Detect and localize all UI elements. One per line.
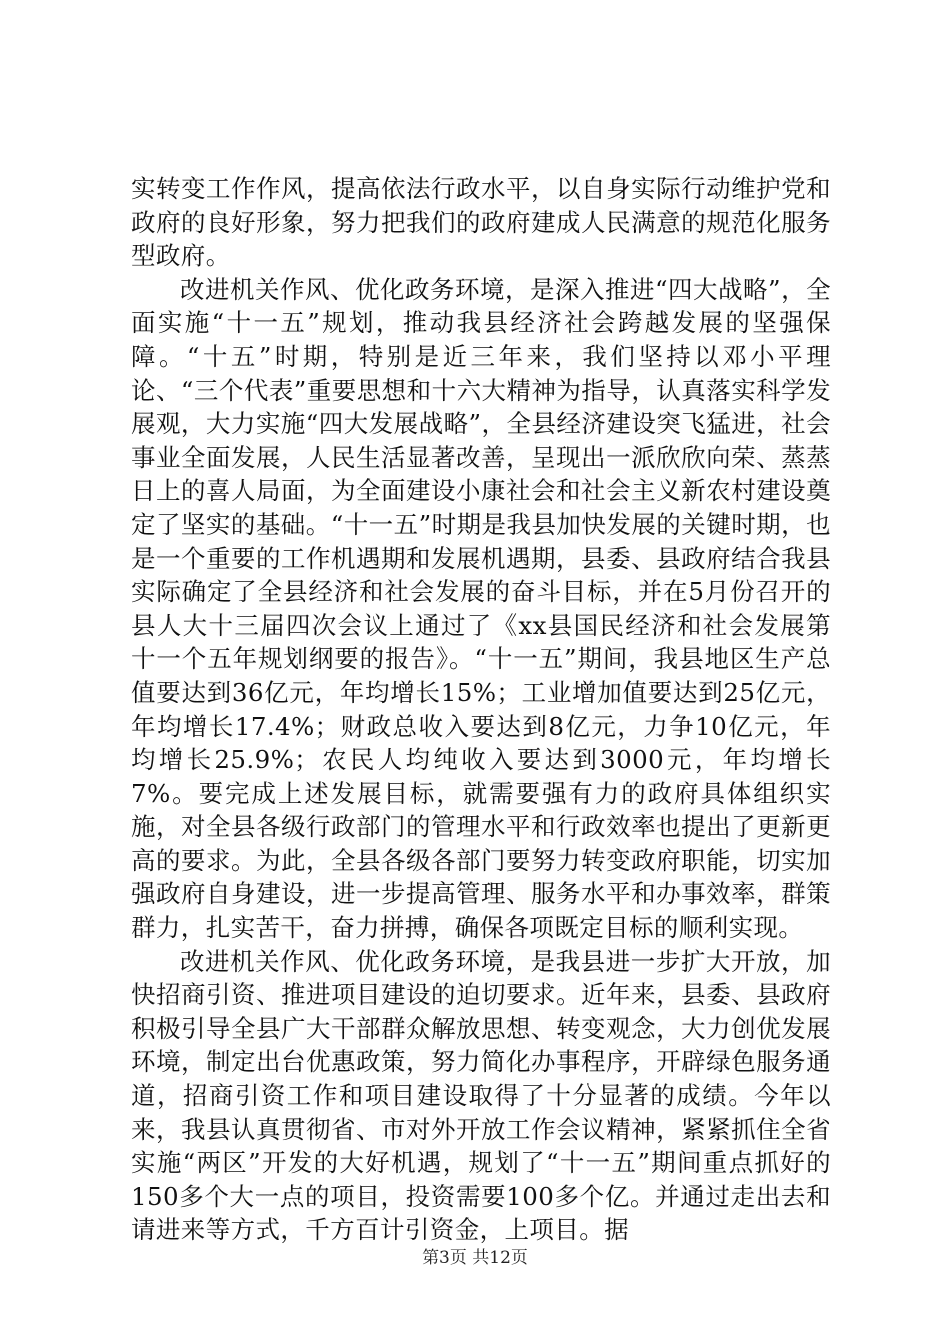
page-footer — [0, 1243, 950, 1268]
paragraph-3: 改进机关作风、优化政务环境，是我县进一步扩大开放，加快招商引资、推进项目建设的迫切要求。近年来，县委、县政府积极引导全县广大干部群众解放思想、转变观念，大力创优发展环境，制定出台优惠政策，努力简化办事程序，开辟绿色服务通道，招商引资工作和项目建设取得了十分显著的成绩。今年以来，我县认真贯彻省、市对外开放工作会议精神，紧紧抓住全省实施“两区”开发的大好机遇，规划了“十一五”期间重点抓好的150多个大一点的项目，投资需要100多个亿。并通过走出去和请进来等方式，千方百计引资金，上项目。据 — [131, 946, 831, 1245]
page-number: 第3页 共12页 — [422, 1248, 528, 1268]
document-body — [131, 172, 831, 1247]
paragraph-2: 改进机关作风、优化政务环境，是深入推进“四大战略”，全面实施“十一五”规划，推动我县经济社会跨越发展的坚强保障。“十五”时期，特别是近三年来，我们坚持以邓小平理论、“三个代表”重要思想和十六大精神为指导，认真落实科学发展观，大力实施“四大发展战略”，全县经济建设突飞猛进，社会事业全面发展，人民生活显著改善，呈现出一派欣欣向荣、蒸蒸日上的喜人局面，为全面建设小康社会和社会主义新农村建设奠定了坚实的基础。“十一五”时期是我县加快发展的关键时期，也是一个重要的工作机遇期和发展机遇期，县委、县政府结合我县实际确定了全县经济和社会发展的奋斗目标，并在5月份召开的县人大十三届四次会议上通过了《xx县国民经济和社会发展第十一个五年规划纲要的报告》。“十一五”期间，我县地区生产总值要达到36亿元，年均增长15%；工业增加值要达到25亿元，年均增长17.4%；财政总收入要达到8亿元，力争10亿元，年均增长25.9%；农民人均纯收入要达到3000元，年均增长7%。要完成上述发展目标，就需要强有力的政府具体组织实施，对全县各级行政部门的管理水平和行政效率也提出了更新更高的要求。为此，全县各级各部门要努力转变政府职能，切实加强政府自身建设，进一步提高管理、服务水平和办事效率，群策群力，扎实苦干，奋力拼搏，确保各项既定目标的顺利实现。 — [131, 274, 831, 943]
paragraph-1: 实转变工作作风，提高依法行政水平，以自身实际行动维护党和政府的良好形象，努力把我们的政府建成人民满意的规范化服务型政府。 — [131, 174, 831, 271]
